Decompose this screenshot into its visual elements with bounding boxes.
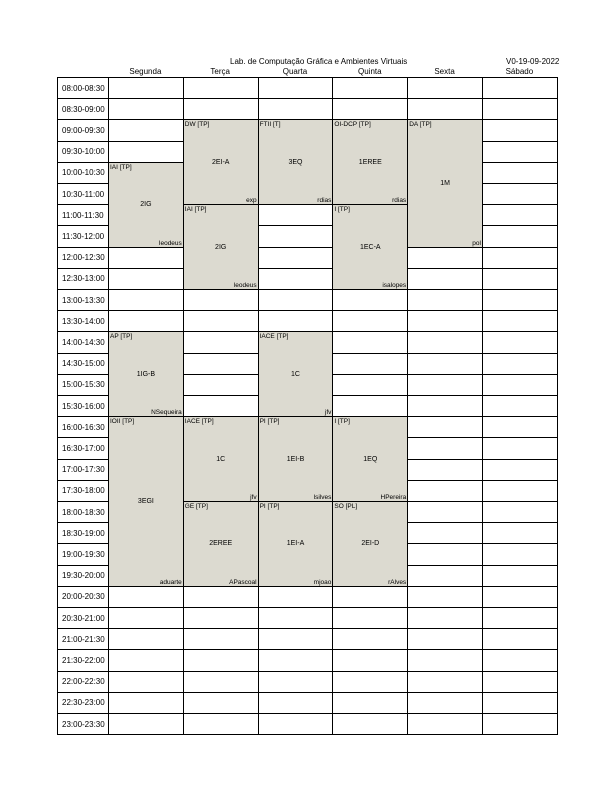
time-slot-label: 14:30-15:00 — [57, 353, 109, 375]
class-teacher: jfv — [250, 493, 257, 501]
schedule-cell[interactable] — [258, 649, 334, 671]
schedule-cell[interactable] — [258, 628, 334, 650]
class-group: 1C — [291, 370, 300, 378]
schedule-cell[interactable] — [407, 374, 483, 396]
class-teacher: aduarte — [159, 578, 182, 586]
schedule-cell[interactable] — [183, 692, 259, 714]
schedule-cell[interactable] — [482, 374, 558, 396]
schedule-cell[interactable] — [258, 671, 334, 693]
time-slot-label: 10:30-11:00 — [57, 183, 109, 205]
class-group: 2EREE — [209, 540, 233, 548]
schedule-cell[interactable] — [407, 416, 483, 438]
class-group: 3EGI — [137, 497, 154, 505]
schedule-cell[interactable] — [108, 607, 184, 629]
class-teacher: isalopes — [382, 281, 407, 289]
day-header: Sábado — [505, 67, 534, 76]
schedule-cell[interactable] — [407, 77, 483, 99]
schedule-cell[interactable] — [332, 649, 408, 671]
time-slot-label: 15:30-16:00 — [57, 395, 109, 417]
class-block[interactable] — [332, 501, 408, 587]
schedule-cell[interactable] — [258, 310, 334, 332]
schedule-cell[interactable] — [332, 289, 408, 311]
class-teacher: APascoal — [229, 578, 257, 586]
schedule-cell[interactable] — [407, 268, 483, 290]
schedule-cell[interactable] — [407, 501, 483, 523]
schedule-cell[interactable] — [258, 713, 334, 735]
time-slot-label: 09:30-10:00 — [57, 141, 109, 163]
time-slot-label: 09:00-09:30 — [57, 119, 109, 141]
schedule-cell[interactable] — [108, 671, 184, 693]
schedule-cell[interactable] — [108, 247, 184, 269]
class-code: PI [TP] — [259, 418, 280, 426]
time-slot-label: 16:30-17:00 — [57, 437, 109, 459]
class-block[interactable] — [108, 331, 184, 417]
schedule-cell[interactable] — [183, 671, 259, 693]
day-header: Sexta — [434, 67, 455, 76]
schedule-cell[interactable] — [332, 671, 408, 693]
schedule-cell[interactable] — [108, 289, 184, 311]
class-teacher: HPereira — [380, 493, 407, 501]
schedule-cell[interactable] — [258, 268, 334, 290]
schedule-cell[interactable] — [407, 98, 483, 120]
class-group: 1IG-B — [136, 370, 156, 378]
class-group: 3EQ — [288, 158, 303, 166]
schedule-cell[interactable] — [482, 119, 558, 141]
class-group: 2IG — [215, 243, 227, 251]
class-code: OI-DCP [TP] — [334, 121, 371, 129]
schedule-cell[interactable] — [183, 395, 259, 417]
time-slot-label: 22:30-23:00 — [57, 692, 109, 714]
schedule-cell[interactable] — [258, 225, 334, 247]
time-slot-label: 20:00-20:30 — [57, 586, 109, 608]
class-teacher: exp — [246, 197, 257, 205]
schedule-cell[interactable] — [407, 649, 483, 671]
time-slot-label: 16:00-16:30 — [57, 416, 109, 438]
schedule-cell[interactable] — [482, 607, 558, 629]
schedule-cell[interactable] — [407, 713, 483, 735]
schedule-cell[interactable] — [183, 713, 259, 735]
schedule-cell[interactable] — [108, 628, 184, 650]
schedule-cell[interactable] — [407, 480, 483, 502]
schedule-cell[interactable] — [407, 586, 483, 608]
time-slot-label: 08:00-08:30 — [57, 77, 109, 99]
schedule-cell[interactable] — [407, 692, 483, 714]
schedule-cell[interactable] — [482, 162, 558, 184]
schedule-cell[interactable] — [482, 98, 558, 120]
class-teacher: lsilves — [313, 493, 332, 501]
class-group: 1C — [216, 455, 226, 463]
schedule-cell[interactable] — [407, 353, 483, 375]
class-code: IACE [TP] — [259, 333, 289, 341]
schedule-cell[interactable] — [482, 289, 558, 311]
class-block[interactable] — [332, 416, 408, 502]
class-group: 1EI-B — [286, 455, 305, 463]
schedule-cell[interactable] — [332, 395, 408, 417]
class-group: 1M — [440, 179, 450, 187]
schedule-cell[interactable] — [183, 649, 259, 671]
class-teacher: pol — [472, 239, 481, 247]
class-group: 2EI-A — [211, 158, 230, 166]
schedule-cell[interactable] — [482, 77, 558, 99]
schedule-cell[interactable] — [407, 565, 483, 587]
time-slot-label: 15:00-15:30 — [57, 374, 109, 396]
schedule-cell[interactable] — [482, 628, 558, 650]
schedule-cell[interactable] — [332, 98, 408, 120]
class-block[interactable] — [332, 119, 408, 205]
schedule-cell[interactable] — [108, 119, 184, 141]
class-block[interactable] — [108, 162, 184, 248]
schedule-cell[interactable] — [183, 353, 259, 375]
day-header: Quarta — [282, 67, 308, 76]
class-teacher: leodeus — [159, 239, 182, 247]
class-code: IAI [TP] — [110, 163, 132, 171]
schedule-cell[interactable] — [407, 522, 483, 544]
class-teacher: mjoao — [313, 578, 332, 586]
schedule-cell[interactable] — [332, 692, 408, 714]
time-slot-label: 21:00-21:30 — [57, 628, 109, 650]
time-slot-label: 12:30-13:00 — [57, 268, 109, 290]
schedule-cell[interactable] — [482, 565, 558, 587]
schedule-cell[interactable] — [332, 353, 408, 375]
class-code: DW [TP] — [184, 121, 210, 129]
class-code: IOII [TP] — [110, 418, 135, 426]
time-slot-label: 17:00-17:30 — [57, 459, 109, 481]
schedule-cell[interactable] — [332, 77, 408, 99]
schedule-cell[interactable] — [183, 331, 259, 353]
class-teacher: rAlves — [388, 578, 407, 586]
time-slot-label: 19:00-19:30 — [57, 543, 109, 565]
schedule-cell[interactable] — [332, 607, 408, 629]
schedule-cell[interactable] — [407, 437, 483, 459]
time-slot-label: 11:00-11:30 — [57, 204, 109, 226]
schedule-cell[interactable] — [183, 586, 259, 608]
class-block[interactable] — [183, 119, 259, 205]
class-group: 1EI-A — [286, 540, 305, 548]
class-block[interactable] — [108, 416, 184, 587]
schedule-cell[interactable] — [258, 204, 334, 226]
schedule-cell[interactable] — [407, 459, 483, 481]
time-slot-label: 08:30-09:00 — [57, 98, 109, 120]
class-code: GE [TP] — [184, 503, 208, 510]
schedule-cell[interactable] — [407, 395, 483, 417]
class-teacher: leodeus — [233, 281, 257, 289]
class-code: I [TP] — [334, 206, 350, 214]
schedule-cell[interactable] — [258, 289, 334, 311]
schedule-cell[interactable] — [407, 247, 483, 269]
schedule-cell[interactable] — [258, 247, 334, 269]
schedule-cell[interactable] — [183, 310, 259, 332]
schedule-cell[interactable] — [183, 374, 259, 396]
schedule-cell[interactable] — [183, 98, 259, 120]
schedule-cell[interactable] — [482, 353, 558, 375]
schedule-cell[interactable] — [183, 289, 259, 311]
schedule-cell[interactable] — [482, 437, 558, 459]
schedule-cell[interactable] — [407, 310, 483, 332]
schedule-cell[interactable] — [482, 543, 558, 565]
class-code: PI [TP] — [259, 503, 280, 510]
schedule-cell[interactable] — [183, 607, 259, 629]
schedule-cell[interactable] — [482, 501, 558, 523]
schedule-cell[interactable] — [407, 289, 483, 311]
schedule-cell[interactable] — [407, 671, 483, 693]
schedule-cell[interactable] — [332, 713, 408, 735]
schedule-cell[interactable] — [108, 77, 184, 99]
schedule-cell[interactable] — [482, 225, 558, 247]
time-slot-label: 17:30-18:00 — [57, 480, 109, 502]
schedule-cell[interactable] — [108, 692, 184, 714]
schedule-cell[interactable] — [482, 183, 558, 205]
time-slot-label: 18:30-19:00 — [57, 522, 109, 544]
class-block[interactable] — [258, 416, 334, 502]
time-slot-label: 12:00-12:30 — [57, 247, 109, 269]
schedule-cell[interactable] — [258, 607, 334, 629]
class-block[interactable] — [183, 416, 259, 502]
class-block[interactable] — [258, 501, 334, 587]
schedule-cell[interactable] — [482, 204, 558, 226]
schedule-cell[interactable] — [482, 141, 558, 163]
schedule-cell[interactable] — [258, 98, 334, 120]
schedule-cell[interactable] — [332, 586, 408, 608]
time-slot-label: 13:30-14:00 — [57, 310, 109, 332]
schedule-cell[interactable] — [482, 692, 558, 714]
day-header: Terça — [210, 67, 230, 76]
schedule-cell[interactable] — [482, 671, 558, 693]
schedule-cell[interactable] — [183, 628, 259, 650]
schedule-cell[interactable] — [482, 649, 558, 671]
class-code: FTII [T] — [259, 121, 281, 129]
time-slot-label: 20:30-21:00 — [57, 607, 109, 629]
schedule-cell[interactable] — [482, 459, 558, 481]
schedule-cell[interactable] — [332, 310, 408, 332]
schedule-cell[interactable] — [108, 649, 184, 671]
schedule-cell[interactable] — [108, 586, 184, 608]
schedule-cell[interactable] — [482, 310, 558, 332]
day-header: Quinta — [358, 67, 382, 76]
schedule-cell[interactable] — [258, 692, 334, 714]
schedule-cell[interactable] — [482, 268, 558, 290]
time-slot-label: 10:00-10:30 — [57, 162, 109, 184]
schedule-cell[interactable] — [482, 713, 558, 735]
class-block[interactable] — [258, 119, 334, 205]
schedule-cell[interactable] — [108, 141, 184, 163]
schedule-cell[interactable] — [407, 331, 483, 353]
class-code: I [TP] — [334, 418, 350, 426]
schedule-cell[interactable] — [258, 586, 334, 608]
schedule-cell[interactable] — [482, 586, 558, 608]
class-block[interactable] — [407, 119, 483, 247]
time-slot-label: 11:30-12:00 — [57, 225, 109, 247]
class-block[interactable] — [258, 331, 334, 417]
schedule-cell[interactable] — [407, 607, 483, 629]
class-code: SO [PL] — [334, 503, 358, 510]
class-code: IACE [TP] — [184, 418, 214, 426]
time-slot-label: 22:00-22:30 — [57, 671, 109, 693]
schedule-cell[interactable] — [108, 310, 184, 332]
schedule-cell[interactable] — [108, 268, 184, 290]
schedule-cell[interactable] — [332, 628, 408, 650]
schedule-cell[interactable] — [482, 247, 558, 269]
time-slot-label: 13:00-13:30 — [57, 289, 109, 311]
schedule-cell[interactable] — [407, 543, 483, 565]
time-slot-label: 21:30-22:00 — [57, 649, 109, 671]
class-group: 1EREE — [358, 158, 382, 166]
class-teacher: jfv — [324, 409, 332, 417]
schedule-cell[interactable] — [108, 98, 184, 120]
class-group: 2EI-D — [361, 540, 380, 548]
class-group: 1EQ — [363, 455, 378, 463]
class-group: 2IG — [140, 201, 152, 209]
time-slot-label: 18:00-18:30 — [57, 501, 109, 523]
class-block[interactable] — [183, 204, 259, 290]
class-code: IAI [TP] — [184, 206, 207, 214]
class-group: 1EC-A — [359, 243, 381, 251]
time-slot-label: 14:00-14:30 — [57, 331, 109, 353]
schedule-title: Lab. de Computação Gráfica e Ambientes Virtuais — [230, 57, 408, 66]
time-slot-label: 23:00-23:30 — [57, 713, 109, 735]
class-teacher: NSequeira — [151, 409, 182, 417]
schedule-cell[interactable] — [332, 374, 408, 396]
schedule-cell[interactable] — [183, 77, 259, 99]
version-label: V0-19-09-2022 — [506, 57, 560, 66]
schedule-cell[interactable] — [482, 416, 558, 438]
schedule-cell[interactable] — [407, 628, 483, 650]
class-teacher: rdias — [392, 197, 407, 205]
class-teacher: rdias — [317, 197, 332, 205]
schedule-cell[interactable] — [332, 331, 408, 353]
schedule-cell[interactable] — [482, 395, 558, 417]
schedule-cell[interactable] — [108, 713, 184, 735]
day-header: Segunda — [129, 67, 162, 76]
schedule-cell[interactable] — [482, 480, 558, 502]
time-slot-label: 19:30-20:00 — [57, 565, 109, 587]
class-block[interactable] — [183, 501, 259, 587]
class-block[interactable] — [332, 204, 408, 290]
class-code: DA [TP] — [409, 121, 432, 129]
schedule-cell[interactable] — [258, 77, 334, 99]
schedule-cell[interactable] — [482, 331, 558, 353]
schedule-cell[interactable] — [482, 522, 558, 544]
class-code: AP [TP] — [110, 333, 133, 341]
